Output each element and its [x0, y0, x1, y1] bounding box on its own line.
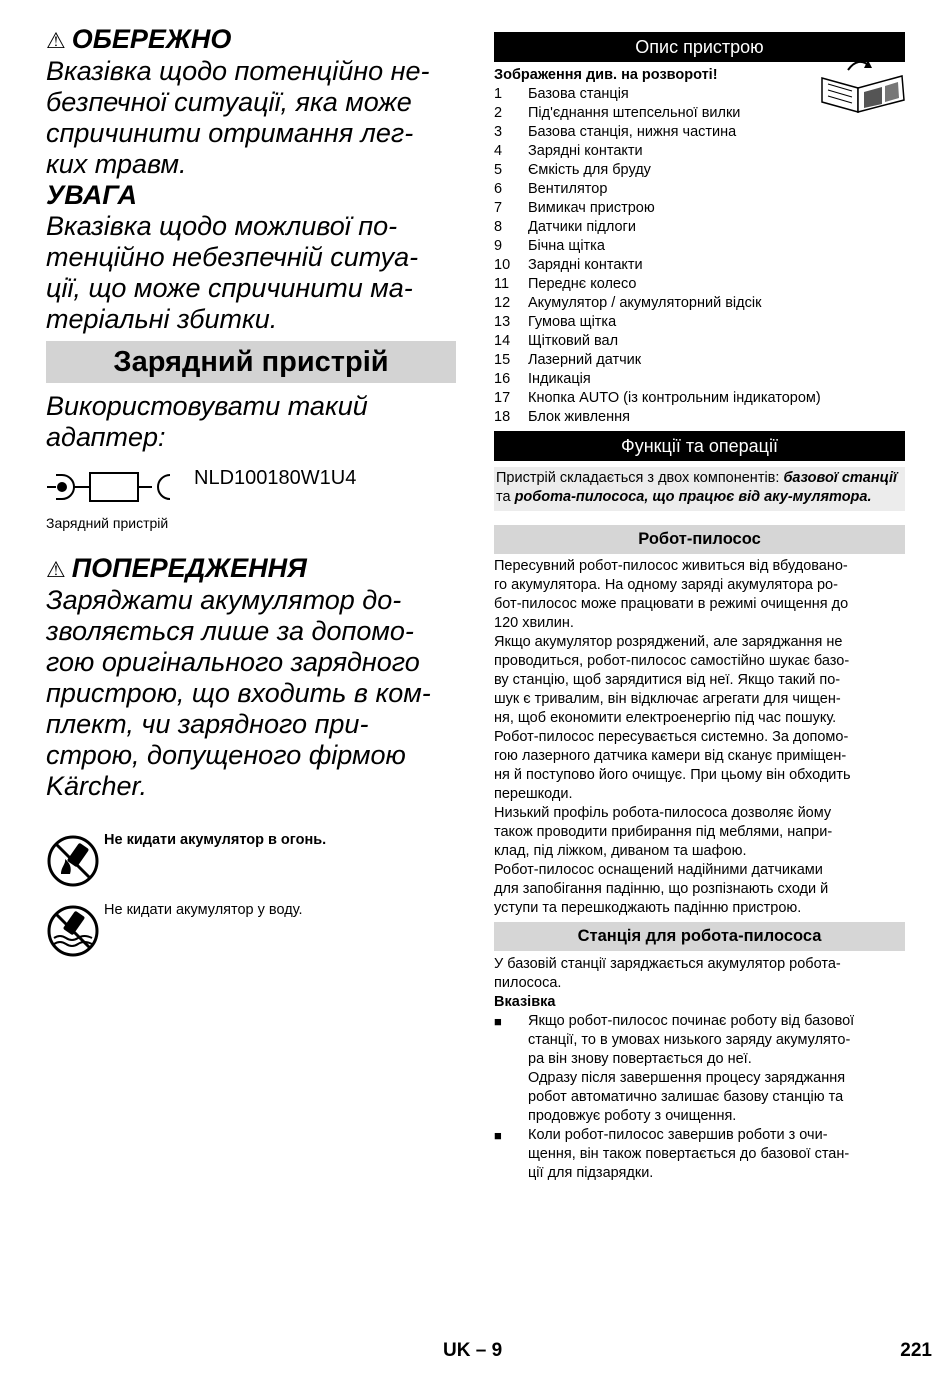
page-code: UK – 9 [443, 1340, 503, 1361]
robot-description: Пересувний робот-пилосос живиться від вбудовано- го акумулятора. На одному заряді акумулятора ро- бот-пилосос може працювати в режимі очищення до 120 хвилин. Якщо акумулятор розряджений, але заряджання не проводиться, робот-пилосос самостійно шукає базо- ву станцію, щоб зарядитися від неї. Якщо такий по- шук є тривалим, він відключає агрегати для чищен- ня, щоб економити електроенергію під час пошуку. Робот-пилосос пересувається системно. За допомо- гою лазерного датчика камери від сканує приміщен- ня й поступово його очищує. При цьому він обходить перешкоди. Низький профіль робота-пилососа дозволяє йому також проводити прибирання під меблями, напри- клад, під ліжком, диваном та шафою. Робот-пилосос оснащений надійними датчиками для запобігання падінню, що розпізнають сходи й уступи та перешкоджають падінню пристрою. [494, 558, 851, 916]
list-item: ■ Коли робот-пилосос завершив роботи з очи- щення, він також повертається до базової стан- ції для підзарядки. [494, 1127, 850, 1181]
description-header: Опис пристрою [494, 32, 905, 62]
list-item: 4 Зарядні контакти [494, 143, 643, 159]
page-number: 221 [900, 1340, 932, 1361]
robot-header: Робот-пилосос [494, 525, 905, 554]
warning-block [46, 553, 456, 802]
list-item: 13 Гумова щітка [494, 314, 617, 330]
no-fire-notice [46, 832, 456, 894]
warning-text: Заряджати акумулятор до- зволяється лише за допомо- гою оригінального зарядного пристрою, що входить в ком- плект, чи зарядного при- строю, допущеного фірмою Kärcher. [46, 585, 431, 801]
list-item: 6 Вентилятор [494, 181, 608, 197]
attention-title: УВАГА [46, 180, 137, 210]
bullet-square-icon: ■ [494, 1014, 502, 1029]
adapter-caption: Зарядний пристрій [46, 515, 169, 531]
warning-triangle-icon: ⚠ [46, 28, 66, 53]
caution-block [46, 24, 456, 180]
attention-block [46, 180, 456, 335]
list-item: 18 Блок живлення [494, 409, 630, 425]
list-item: 17 Кнопка AUTO (із контрольним індикатором) [494, 390, 821, 406]
no-water-battery-icon [46, 904, 100, 958]
caution-text: Вказівка щодо потенційно не- безпечної ситуації, яка може спричинити отримання лег- ких травм. [46, 56, 430, 179]
list-item: 16 Індикація [494, 371, 591, 387]
bullet-square-icon: ■ [494, 1128, 502, 1143]
station-header: Станція для робота-пилососа [494, 922, 905, 951]
list-item: 3 Базова станція, нижня частина [494, 124, 737, 140]
functions-intro: Пристрій складається з двох компонентів: базової станції та робота-пилососа, що працює від аку-мулятора. [494, 467, 905, 511]
left-column [46, 24, 456, 964]
functions-header: Функції та операції [494, 431, 905, 461]
parts-list [494, 85, 905, 427]
figure-reference: Зображення див. на розвороті! [494, 67, 718, 83]
warning-triangle-icon: ⚠ [46, 557, 66, 582]
right-column [494, 32, 905, 1183]
caution-title: ОБЕРЕЖНО [71, 24, 232, 54]
no-water-notice [46, 902, 456, 964]
list-item: 5 Ємкість для бруду [494, 162, 651, 178]
list-item: 7 Вимикач пристрою [494, 200, 655, 216]
list-item: 12 Акумулятор / акумуляторний відсік [494, 295, 762, 311]
note-label: Вказівка [494, 994, 556, 1010]
list-item: 2 Під'єднання штепсельної вилки [494, 105, 741, 121]
list-item: 8 Датчики підлоги [494, 219, 636, 235]
attention-text: Вказівка щодо можливої по- тенційно небезпечній ситуа- ції, що може спричинити ма- теріальні збитки. [46, 211, 419, 334]
no-fire-battery-icon [46, 834, 100, 888]
list-item: 14 Щітковий вал [494, 333, 619, 349]
charger-section-heading: Зарядний пристрій [46, 341, 456, 383]
open-book-icon [818, 54, 908, 114]
adapter-model: NLD100180W1U4 [194, 467, 357, 489]
adapter-symbol-row [46, 465, 456, 509]
station-bullets [494, 1012, 905, 1183]
adapter-heading: Використовувати такий адаптер: [46, 391, 368, 452]
list-item: 15 Лазерний датчик [494, 352, 642, 368]
warning-title: ПОПЕРЕДЖЕННЯ [71, 553, 307, 583]
station-description: У базовій станції заряджається акумулятор робота- пилососа. Вказівка [494, 955, 905, 1012]
list-item: 9 Бічна щітка [494, 238, 605, 254]
list-item: 11 Переднє колесо [494, 276, 637, 292]
list-item: 10 Зарядні контакти [494, 257, 643, 273]
no-water-text: Не кидати акумулятор у воду. [104, 902, 303, 918]
list-item: 1 Базова станція [494, 86, 629, 102]
adapter-polarity-icon [46, 467, 176, 507]
no-fire-text: Не кидати акумулятор в огонь. [104, 832, 327, 848]
list-item: ■ Якщо робот-пилосос починає роботу від базової станції, то в умовах низького заряду акумулято- ра він знову повертається до неї. Одразу після завершення процесу заряджання робот автоматично залишає базову станцію та продовжує роботу з очищення. [494, 1013, 855, 1124]
